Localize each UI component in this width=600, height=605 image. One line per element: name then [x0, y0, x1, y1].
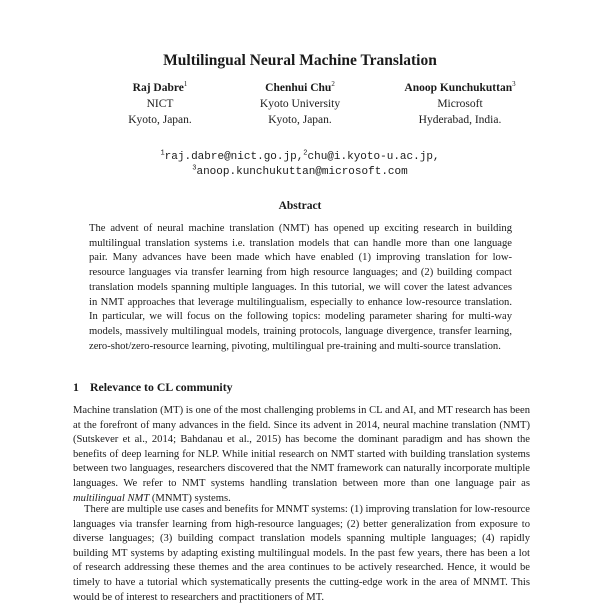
author-location: Kyoto, Japan. — [128, 114, 192, 126]
paper-title: Multilingual Neural Machine Translation — [163, 52, 437, 69]
email-chenhui[interactable]: chu@i.kyoto-u.ac.jp, — [307, 151, 440, 163]
affiliation-mark: 3 — [512, 80, 516, 89]
author-name: Anoop Kunchukuttan$^3$ — [404, 80, 516, 94]
author-block — [235, 80, 365, 128]
body-paragraph: Machine translation (MT) is one of the most challenging problems in CL and AI, and MT research has been at the forefront of many advances in the field. Since its advent in 2014, neural machine translation (NMT) (Sutskever et al., 2014; Bahdanau et al., 2015) has become the dominant paradigm and has shown the benefits of deep learning for NLP. While initial research on NMT started with building translation systems between two languages, researchers discovered that the NMT framework can naturally incorporate multiple languages. We refer to NMT systems handling translation between more than one language pair as multilingual NMT (MNMT) systems. — [73, 405, 530, 504]
author-emails: $^1$raj.dabre@nict.go.jp,$^2$chu@i.kyoto-u.ac.jp, $^3$anoop.kunchukuttan@microsoft.com — [160, 149, 440, 178]
term-multilingual-nmt: multilingual NMT — [73, 492, 150, 504]
author-name: Chenhui Chu$^2$ — [265, 80, 335, 94]
author-block — [100, 80, 220, 128]
author-affiliation: Microsoft — [437, 98, 483, 110]
body-paragraph: There are multiple use cases and benefits for MNMT systems: (1) improving translation for low-resource languages via transfer learning from high-resource languages; (2) better generalization from exposure to diverse languages; (3) building compact translation models spanning multiple languages; (4) rapidly building MT systems by adapting existing multilingual models. In the past few years, there has been a lot of research addressing these themes and the area continues to be actively researched. Hence, it would be timely to have a tutorial which systematically presents the cutting-edge work in the area of MNMT. This would be of interest to researchers and practitioners of MT. — [73, 504, 530, 603]
author-affiliation: Kyoto University — [259, 98, 341, 110]
email-raj[interactable]: raj.dabre@nict.go.jp, — [164, 151, 304, 163]
affiliation-mark: 2 — [331, 80, 335, 89]
author-location: Kyoto, Japan. — [268, 114, 332, 126]
author-name: Raj Dabre$^1$ — [132, 80, 188, 94]
section-heading — [73, 380, 233, 395]
email-anoop[interactable]: anoop.kunchukuttan@microsoft.com — [196, 166, 408, 178]
section-number: 1 — [73, 380, 79, 394]
abstract-body: The advent of neural machine translation (NMT) has opened up exciting research in building multilingual translation systems i.e. translation models that can handle more than one language pair. Many advances have been made which have enabled (1) improving translation for low-resource languages via transfer learning from high resource languages; and (2) building compact translation models spanning multiple languages. In this tutorial, we will cover the latest advances in NMT approaches that leverage multilingualism, especially to enhance low-resource translation. In particular, we will focus on the following topics: modeling parameter sharing for multi-way models, massively multilingual models, training protocols, language divergence, transfer learning, zero-shot/zero-resource learning, pivoting, multilingual pre-training and multi-source translation. — [89, 223, 512, 352]
author-affiliation: NICT — [146, 98, 174, 110]
author-block — [385, 80, 535, 128]
affiliation-mark: 1 — [183, 80, 188, 89]
abstract-heading: Abstract — [278, 200, 322, 212]
section-title: Relevance to CL community — [90, 380, 233, 394]
author-location: Hyderabad, India. — [418, 114, 502, 126]
